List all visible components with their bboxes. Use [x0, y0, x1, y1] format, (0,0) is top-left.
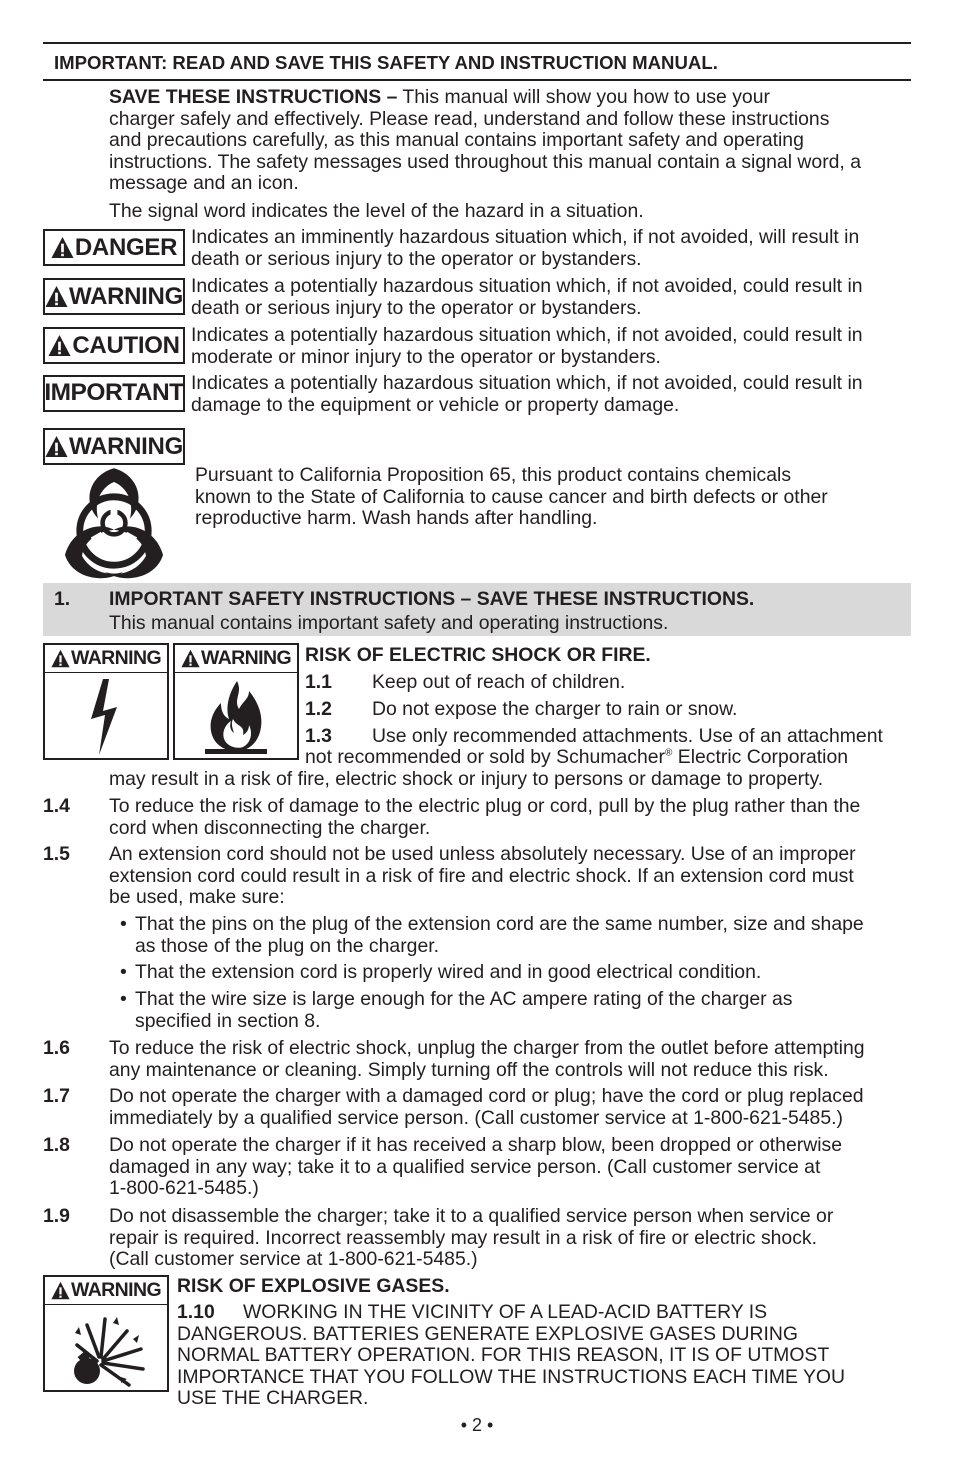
item-number: 1.4: [43, 795, 70, 817]
bullet-text: That the extension cord is properly wired and in good electrical condition.: [135, 961, 762, 983]
item-text: Do not disassemble the charger; take it to a qualified service person when service or repair is required. Incorrect reassembly may result in a risk of fire or electric shock. (Call customer service at 1-800-621-5485.): [109, 1205, 834, 1271]
item-number: 1.9: [43, 1205, 70, 1227]
item-text: Do not operate the charger with a damaged cord or plug; have the cord or plug replaced immediately by a qualified service person. (Call customer service at 1-800-621-5485.): [109, 1085, 864, 1129]
important-description: Indicates a potentially hazardous situation which, if not avoided, could result in damage to the equipment or vehicle or property damage.: [191, 372, 863, 416]
warning-badge: WARNING: [43, 278, 185, 315]
item-number: 1.2: [305, 698, 332, 720]
bullet-text: That the pins on the plug of the extension cord are the same number, size and shape as those of the plug on the charger.: [135, 913, 864, 957]
item-text: To reduce the risk of electric shock, unplug the charger from the outlet before attempting any maintenance or cleaning. Simply turning off the controls will not reduce this risk.: [109, 1037, 865, 1081]
section-subtitle: This manual contains important safety and operating instructions.: [109, 612, 669, 634]
intro-line: instructions. The safety messages used throughout this manual contain a signal word, a: [109, 150, 861, 173]
item-number: 1.1: [305, 671, 332, 693]
explosive-heading: RISK OF EXPLOSIVE GASES.: [177, 1275, 450, 1297]
prop65-text: Pursuant to California Proposition 65, this product contains chemicals known to the State of California to cause cancer and birth defects or other reproductive harm. Wash hands after handling.: [195, 464, 828, 530]
biohazard-icon: [52, 466, 176, 580]
danger-badge: DANGER: [43, 229, 185, 266]
alert-triangle-icon: [181, 649, 200, 668]
title-rule: [43, 79, 911, 81]
item-text: Use only recommended attachments. Use of an attachment: [372, 725, 883, 747]
intro-paragraph: [109, 87, 909, 195]
manual-title: IMPORTANT: READ AND SAVE THIS SAFETY AND INSTRUCTION MANUAL.: [54, 52, 718, 73]
section-number: 1.: [54, 588, 71, 610]
bullet-mark: •: [120, 961, 127, 983]
danger-description: Indicates an imminently hazardous situation which, if not avoided, will result in death or serious injury to the operator or bystanders.: [191, 226, 860, 270]
section-title: IMPORTANT SAFETY INSTRUCTIONS – SAVE THESE INSTRUCTIONS.: [109, 588, 755, 610]
intro-line: and precautions carefully, as this manual contains important safety and operating: [109, 129, 804, 152]
item-number: 1.6: [43, 1037, 70, 1059]
intro-line: message and an icon.: [109, 172, 299, 195]
item-number: 1.10: [177, 1301, 215, 1323]
lightning-bolt-icon: [85, 677, 125, 757]
page-number: • 2 •: [460, 1415, 494, 1435]
item-text: may result in a risk of fire, electric shock or injury to persons or damage to property.: [109, 768, 824, 790]
intro-line: charger safely and effectively. Please read, understand and follow these instructions: [109, 107, 830, 130]
item-text: Keep out of reach of children.: [372, 671, 626, 693]
item-number: 1.5: [43, 843, 70, 865]
alert-triangle-icon: [51, 236, 74, 259]
item-number: 1.3: [305, 725, 332, 747]
item-number: 1.7: [43, 1085, 70, 1107]
intro-lead: SAVE THESE INSTRUCTIONS –: [109, 86, 398, 108]
registered-mark: ®: [665, 747, 673, 759]
caution-badge: CAUTION: [43, 327, 185, 364]
signal-word-intro: The signal word indicates the level of the hazard in a situation.: [109, 200, 644, 222]
item-text: To reduce the risk of damage to the electric plug or cord, pull by the plug rather than the cord when disconnecting the charger.: [109, 795, 861, 839]
prop65-warning-badge: WARNING: [43, 428, 185, 465]
shock-heading: RISK OF ELECTRIC SHOCK OR FIRE.: [305, 644, 651, 666]
flame-icon: [203, 679, 269, 755]
alert-triangle-icon: [51, 1281, 70, 1300]
alert-triangle-icon: [45, 435, 68, 458]
item-text: Do not expose the charger to rain or snow.: [372, 698, 738, 720]
caution-description: Indicates a potentially hazardous situation which, if not avoided, could result in moderate or minor injury to the operator or bystanders.: [191, 324, 863, 368]
alert-triangle-icon: [45, 285, 68, 308]
item-text: An extension cord should not be used unless absolutely necessary. Use of an improper extension cord could result in a risk of fire and electric shock. If an extension cord must be used, make sure:: [109, 843, 856, 909]
explosion-warning-symbol: WARNING: [43, 1275, 169, 1392]
bullet-mark: •: [120, 988, 127, 1010]
intro-lead-rest: This manual will show you how to use your: [397, 86, 770, 108]
alert-triangle-icon: [51, 649, 70, 668]
item-number: 1.8: [43, 1134, 70, 1156]
item-text: not recommended or sold by Schumacher® Electric Corporation: [305, 746, 849, 768]
bullet-mark: •: [120, 913, 127, 935]
warning-description: Indicates a potentially hazardous situation which, if not avoided, could result in death or serious injury to the operator or bystanders.: [191, 275, 863, 319]
explosion-icon: [69, 1309, 149, 1389]
item-text: Do not operate the charger if it has received a sharp blow, been dropped or otherwise damaged in any way; take it to a qualified service person. (Call customer service at 1-800-621-5485.): [109, 1134, 842, 1200]
bullet-text: That the wire size is large enough for the AC ampere rating of the charger as specified in section 8.: [135, 988, 793, 1032]
fire-warning-symbol: WARNING: [173, 643, 299, 760]
shock-warning-symbol: WARNING: [43, 643, 169, 760]
explosive-text: 1.10 WORKING IN THE VICINITY OF A LEAD-ACID BATTERY IS DANGEROUS. BATTERIES GENERATE EXPLOSIVE GASES DURING NORMAL BATTERY OPERATION. FOR THIS REASON, IT IS OF UTMOST IMPORTANCE THAT YOU FOLLOW THE INSTRUCTIONS EACH TIME YOU USE THE CHARGER.: [177, 1301, 845, 1410]
alert-triangle-icon: [48, 334, 71, 357]
top-rule: [43, 42, 911, 44]
important-badge: IMPORTANT: [43, 375, 185, 412]
